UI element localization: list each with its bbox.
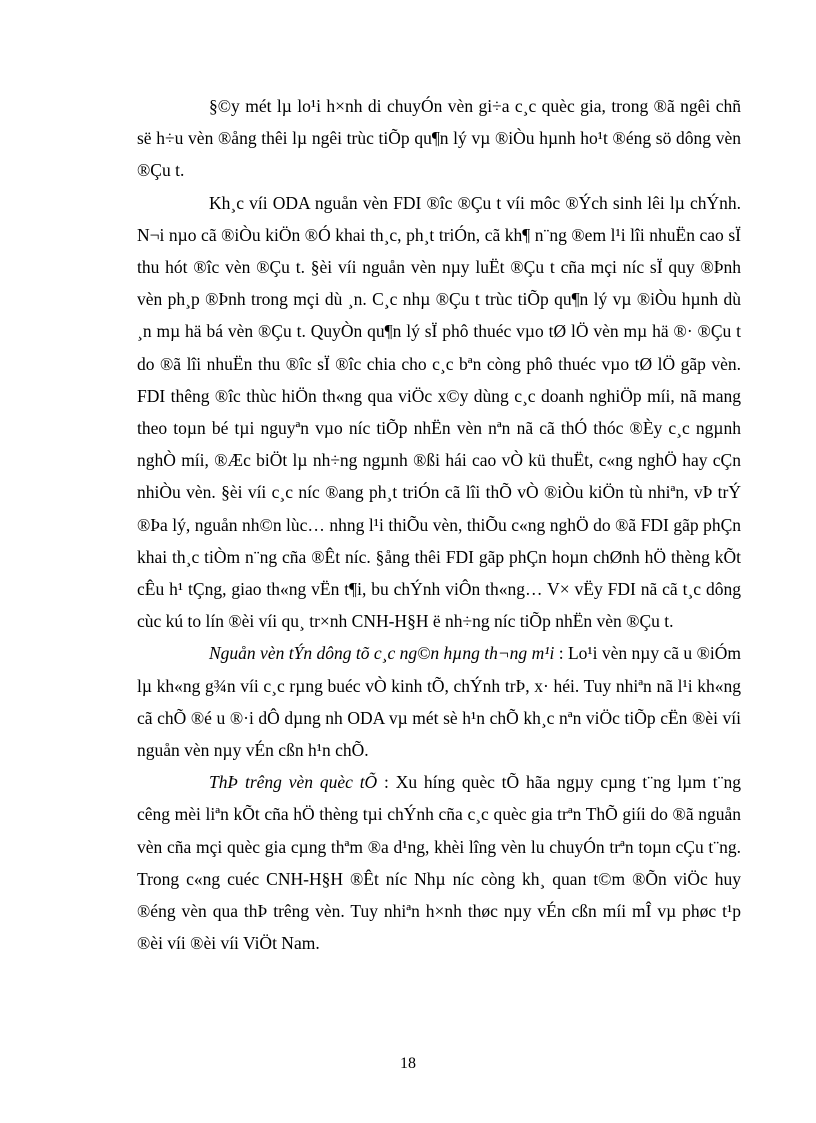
paragraph-3-lead: Nguån vèn tÝn dông tõ c¸c ng©n hµng th¬ng m¹i — [209, 643, 555, 664]
paragraph-4-text: : Xu híng quèc tÕ hãa ngµy cµng t¨ng lµm t¨ng cêng mèi liªn kÕt cña hÖ thèng tµi chÝnh cña c¸c quèc gia trªn ThÕ giíi do ®ã nguån vèn cña mçi quèc gia cµng thªm ®a d¹ng, khèi lîng vèn lu chuyÓn trªn toµn cÇu t¨ng. Trong c«ng cuéc CNH-H§H ®Êt níc Nhµ níc còng kh¸ quan t©m ®Õn viÖc huy ®éng vèn qua thÞ trêng vèn. Tuy nhiªn h×nh thøc nµy vÉn cßn míi mÎ vµ phøc t¹p ®èi víi ®èi víi ViÖt Nam. — [137, 772, 741, 954]
body-text — [137, 90, 741, 959]
paragraph-2-text: Kh¸c víi ODA nguån vèn FDI ®îc ®Çu t víi môc ®Ých sinh lêi lµ chÝnh. N¬i nµo cã ®iÒu kiÖn ®Ó khai th¸c, ph¸t triÓn, cã kh¶ n¨ng ®em l¹i lîi nhuËn cao sÏ thu hót ®îc vèn ®Çu t. §èi víi nguån vèn nµy luËt ®Çu t cña mçi níc sÏ quy ®Þnh vèn ph¸p ®Þnh trong mçi dù ¸n. C¸c nhµ ®Çu t trùc tiÕp qu¶n lý vµ ®iÒu hµnh dù ¸n mµ hä bá vèn ®Çu t. QuyÒn qu¶n lý sÏ phô thuéc vµo tØ lÖ vèn mµ hä ®· ®Çu t do ®ã lîi nhuËn thu ®îc sÏ ®îc chia cho c¸c bªn còng phô thuéc vµo tØ lÖ gãp vèn. FDI thêng ®îc thùc hiÖn th«ng qua viÖc x©y dùng c¸c doanh nghiÖp míi, nã mang theo toµn bé tµi nguyªn vµo níc tiÕp nhËn vèn nªn nã cã thÓ thóc ®Èy c¸c ngµnh nghÒ míi, ®Æc biÖt lµ nh÷ng ngµnh ®ßi hái cao vÒ kü thuËt, c«ng nghÖ hay cÇn nhiÒu vèn. §èi víi c¸c níc ®ang ph¸t triÓn cã lîi thÕ vÒ ®iÒu kiÖn tù nhiªn, vÞ trÝ ®Þa lý, nguån nh©n lùc… nhng l¹i thiÕu vèn, thiÕu c«ng nghÖ do ®ã FDI gãp phÇn khai th¸c tiÒm n¨ng cña ®Êt níc. §ång thêi FDI gãp phÇn hoµn chØnh hÖ thèng kÕt cÊu h¹ tÇng, giao th«ng vËn t¶i, bu chÝnh viÔn th«ng… V× vËy FDI nã cã t¸c dông cùc kú to lín ®èi víi qu¸ tr×nh CNH-H§H ë nh÷ng níc tiÕp nhËn vèn ®Çu t. — [137, 192, 741, 632]
paragraph-2 — [137, 187, 741, 638]
paragraph-1 — [137, 90, 741, 187]
paragraph-3-text: : Lo¹i vèn nµy cã u ®iÓm lµ kh«ng g¾n víi c¸c rµng buéc vÒ kinh tÕ, chÝnh trÞ, x· héi. Tuy nhiªn nã l¹i kh«ng cã chÕ ®é u ®·i dÔ dµng nh ODA vµ mét sè h¹n chÕ kh¸c nªn viÖc tiÕp cËn ®èi víi nguån vèn nµy vÉn cßn h¹n chÕ. — [137, 643, 741, 761]
paragraph-4-lead: ThÞ trêng vèn quèc tÕ — [209, 772, 378, 793]
paragraph-1-text: §©y mét lµ lo¹i h×nh di chuyÓn vèn gi÷a c¸c quèc gia, trong ®ã ngêi chñ së h÷u vèn ®ång thêi lµ ngêi trùc tiÕp qu¶n lý vµ ®iÒu hµnh ho¹t ®éng sö dông vèn ®Çu t. — [137, 96, 741, 181]
paragraph-4 — [137, 766, 741, 959]
paragraph-3 — [137, 637, 741, 766]
page-number: 18 — [400, 1055, 416, 1072]
